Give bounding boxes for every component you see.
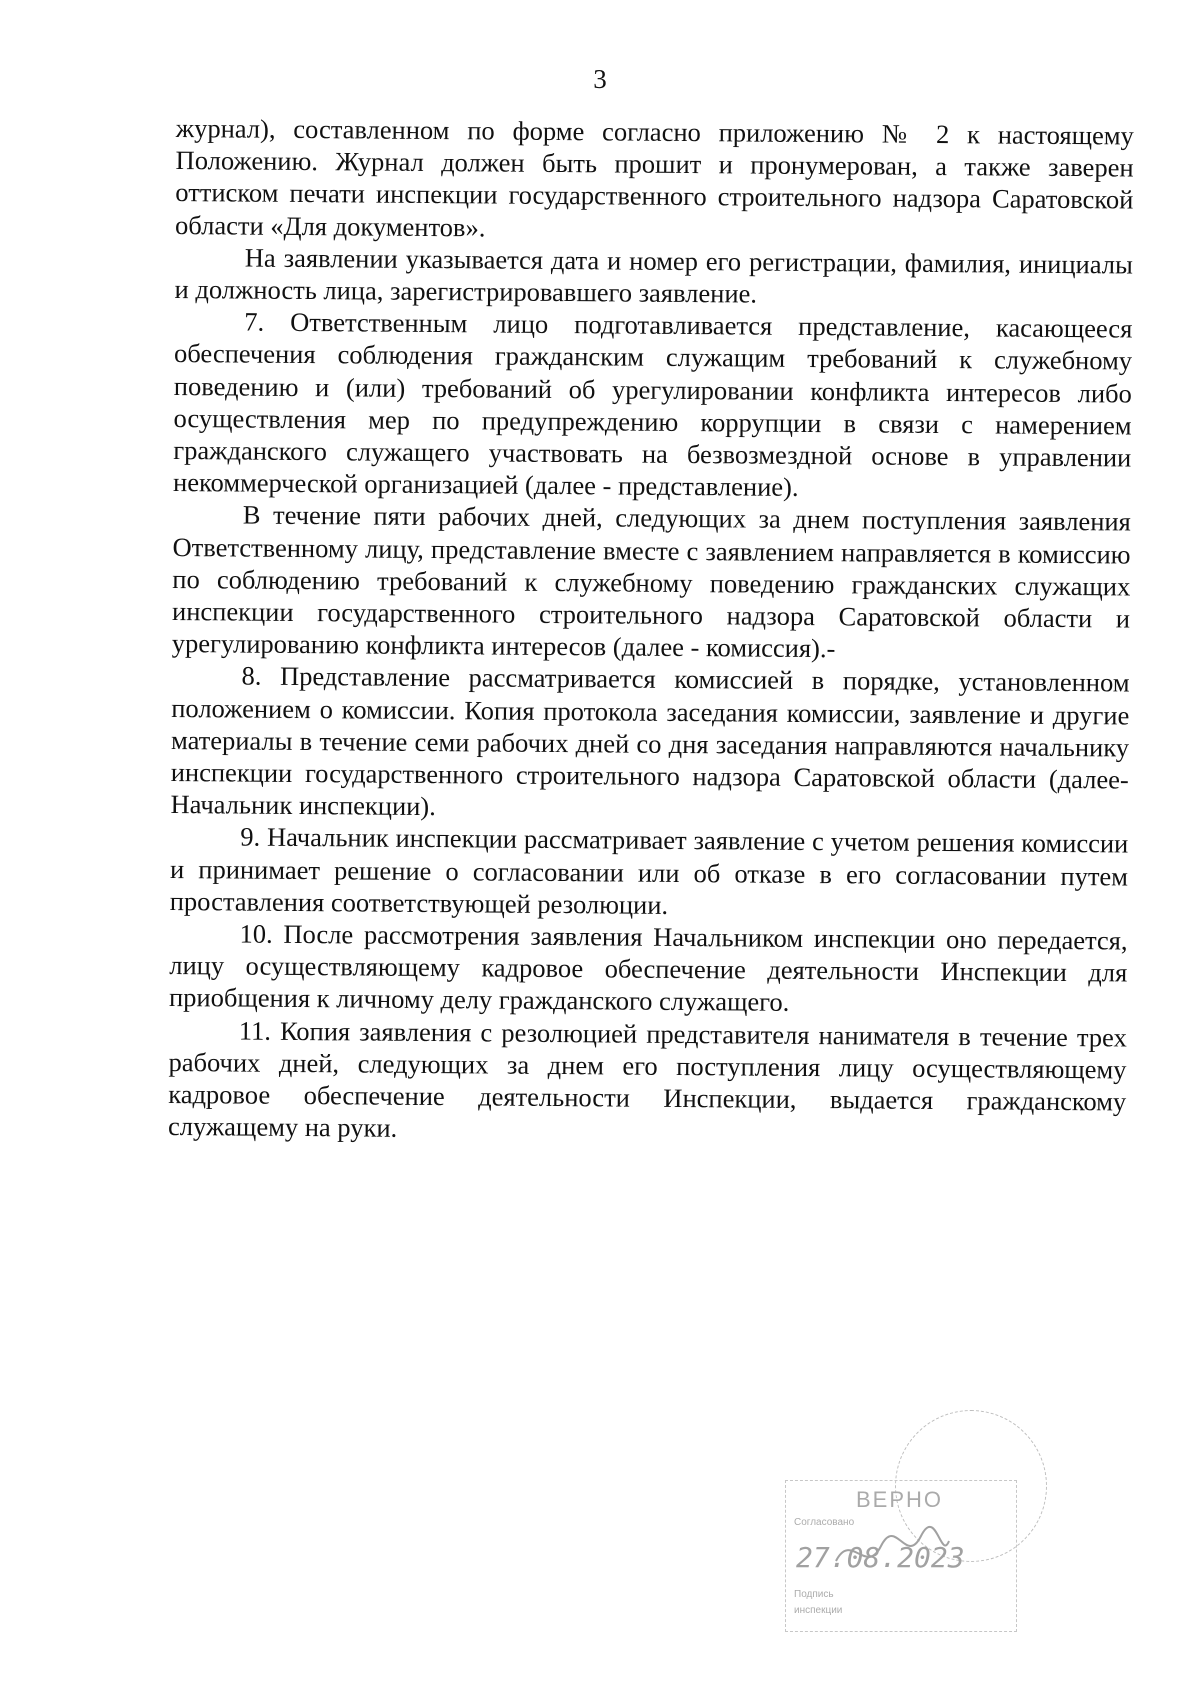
- paragraph-item-9: 9. Начальник инспекции рассматривает заявление с учетом решения комиссии и принимает решение о согласовании или об отказе в его согласовании путем проставления соответствующей резолюции.: [169, 821, 1129, 920]
- document-body: [168, 112, 1134, 1150]
- paragraph-five-days: В течение пяти рабочих дней, следующих за днем поступления заявления Ответственному лицу, представление вместе с заявлением направляется в комиссию по соблюдению требований к служебному поведению гражданских служащих инспекции государственного строительного надзора Саратовской области и урегулированию конфликта интересов (далее - комиссия).-: [171, 499, 1131, 664]
- paragraph-item-10: 10. После рассмотрения заявления Начальником инспекции оно передается, лицу осуществляющему кадровое обеспечение деятельности Инспекции для приобщения к личному делу гражданского служащего.: [168, 918, 1128, 1018]
- stamp-box: [785, 1480, 1017, 1632]
- handwritten-signature: [831, 1521, 951, 1581]
- stamp-line-inspection: инспекции: [794, 1605, 843, 1616]
- stamp-date: 27.08.2023: [796, 1541, 965, 1574]
- paragraph-item-11: 11. Копия заявления с резолюцией представителя нанимателя в течение трех рабочих дней, следующих за днем его поступления лицу осуществляющему кадровое обеспечение деятельности Инспекции, выдается гражданскому служащему на руки.: [167, 1015, 1127, 1144]
- certification-stamp: [785, 1410, 1045, 1660]
- paragraph-registration: На заявлении указывается дата и номер его регистрации, фамилия, инициалы и должность лица, зарегистрировавшего заявление.: [174, 242, 1133, 309]
- paragraph-item-8: 8. Представление рассматривается комиссией в порядке, установленном положением о комиссии. Копия протокола заседания комиссии, заявление и другие материалы в течение семи рабочих дней со дня заседания направляются начальнику инспекции государственного строительного надзора Саратовской области (далее- Начальник инспекции).: [170, 660, 1130, 822]
- paragraph-journal: журнал), составленном по форме согласно приложению № 2 к настоящему Положению. Журнал должен быть прошит и пронумерован, а также заверен оттиском печати инспекции государственного строительного надзора Саратовской области «Для документов».: [174, 112, 1134, 243]
- stamp-line-approved: Согласовано: [794, 1517, 855, 1528]
- page-number: 3: [593, 64, 607, 94]
- stamp-line-signature: Подпись: [794, 1589, 834, 1600]
- stamp-title: ВЕРНО: [856, 1487, 944, 1512]
- paragraph-item-7: 7. Ответственным лицо подготавливается представление, касающееся обеспечения соблюдения гражданским служащим требований к служебному поведению и (или) требований об урегулировании конфликта интересов либо осуществления мер по предупреждению коррупции в связи с намерением гражданского служащего участвовать на безвозмездной основе в управлении некоммерческой организацией (далее - представление).: [172, 306, 1133, 503]
